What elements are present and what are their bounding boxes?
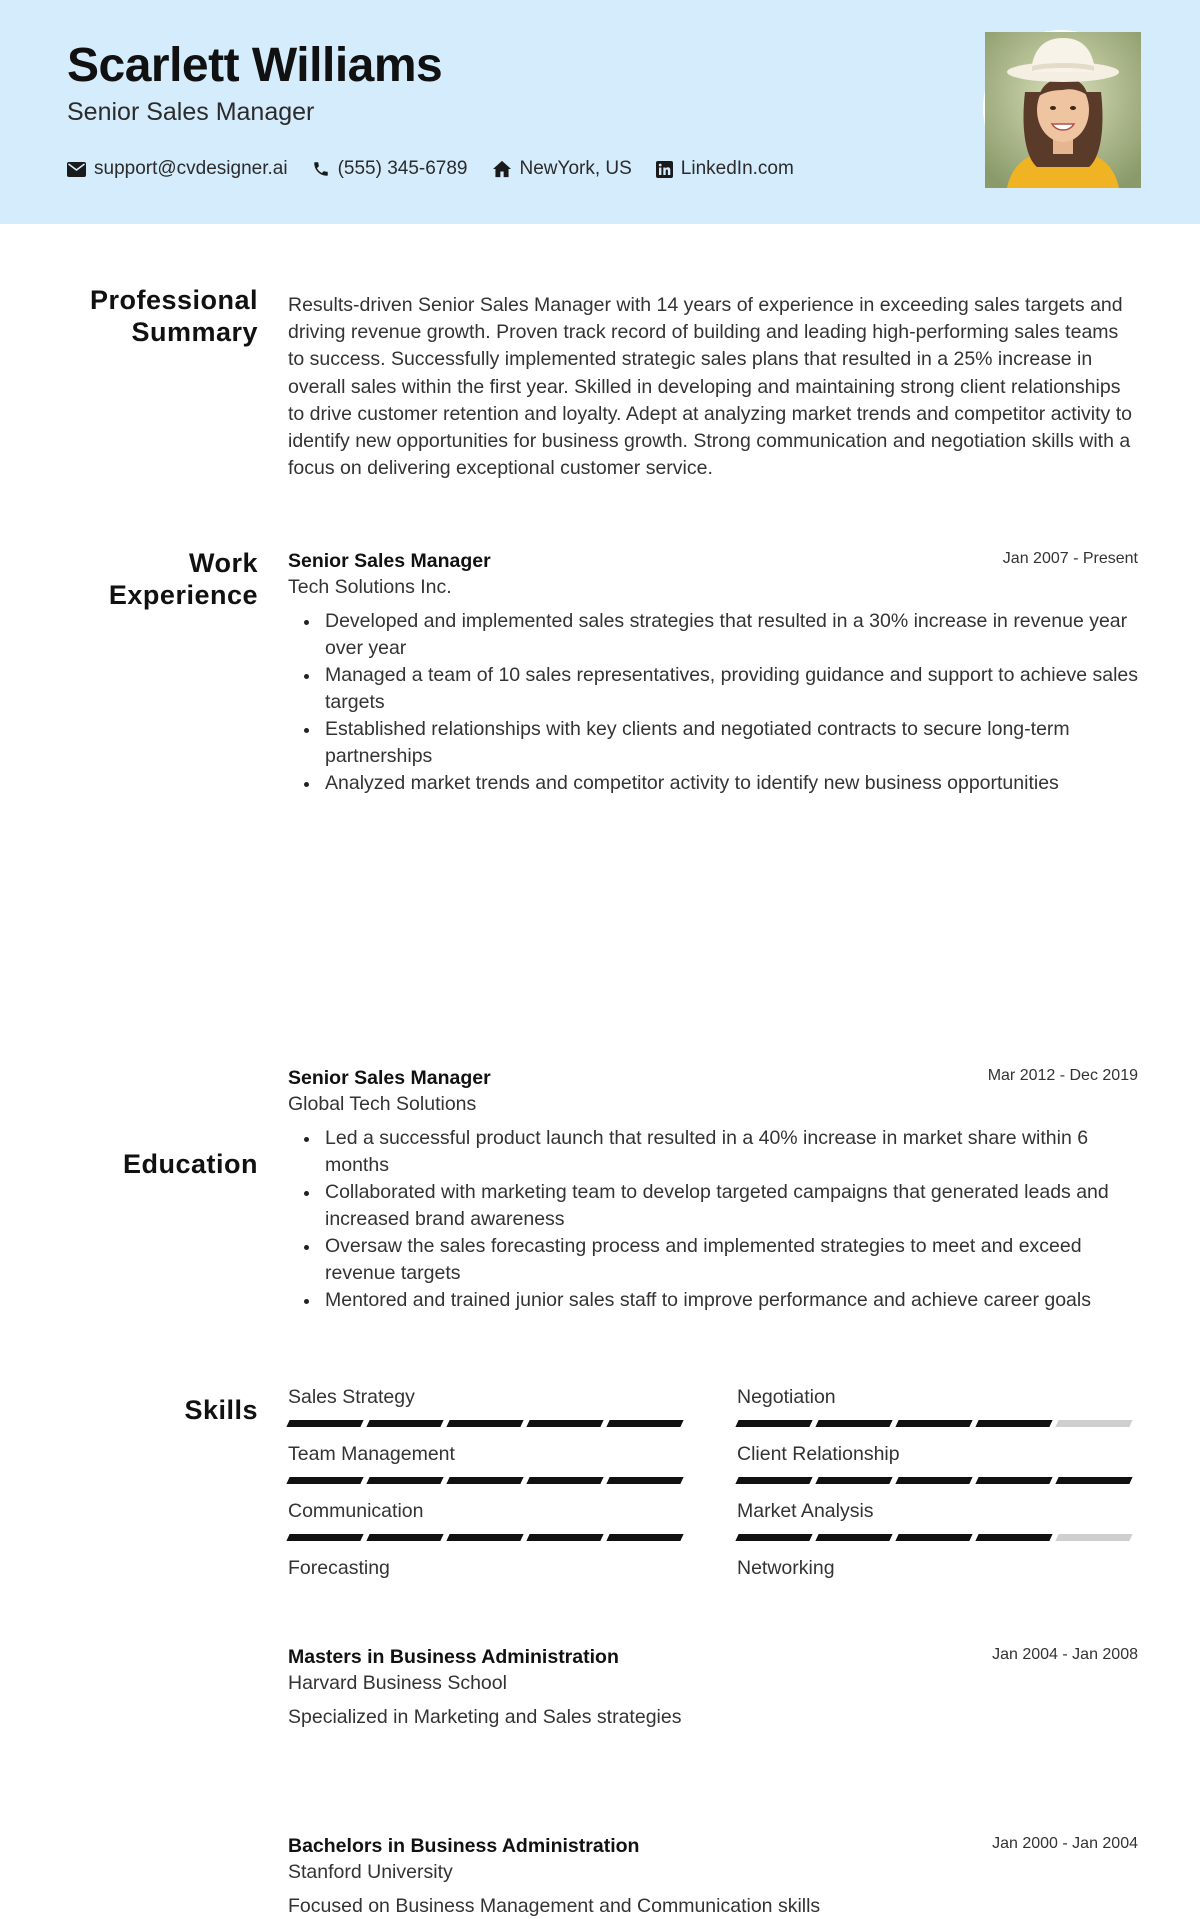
experience-heading-line2: Experience — [108, 580, 258, 610]
job-bullet: Analyzed market trends and competitor activity to identify new business opportunities — [288, 770, 1138, 797]
skill-item — [288, 1498, 688, 1541]
skill-name: Sales Strategy — [288, 1386, 415, 1408]
skills-heading: Skills — [184, 1395, 258, 1425]
skill-item — [288, 1384, 688, 1427]
job-bullet: Developed and implemented sales strategies that resulted in a 30% increase in revenue year over year — [288, 608, 1138, 662]
skill-item — [737, 1441, 1137, 1484]
skill-level-segment — [815, 1477, 892, 1484]
skill-level-bar — [288, 1534, 688, 1541]
skill-name: Team Management — [288, 1443, 455, 1465]
skill-name: Communication — [288, 1500, 424, 1522]
education-entry — [288, 1644, 1138, 1730]
contact-phone[interactable] — [312, 158, 468, 180]
education-date: Jan 2004 - Jan 2008 — [992, 1646, 1138, 1663]
skill-level-segment — [606, 1420, 683, 1427]
job-bullet: Collaborated with marketing team to develop targeted campaigns that generated leads and increased brand awareness — [288, 1179, 1138, 1233]
job-title: Senior Sales Manager — [288, 1067, 491, 1089]
education-heading: Education — [122, 1149, 258, 1179]
skill-item — [737, 1498, 1137, 1541]
skill-name: Forecasting — [288, 1557, 390, 1579]
skill-item — [737, 1555, 1137, 1581]
skill-level-segment — [606, 1477, 683, 1484]
skill-level-segment — [526, 1534, 603, 1541]
job-bullet: Managed a team of 10 sales representatives, providing guidance and support to achieve sales targets — [288, 662, 1138, 716]
summary-text: Results-driven Senior Sales Manager with 14 years of experience in exceeding sales targets and driving revenue growth. Proven track record of building and leading high-performing sales teams to success. Successfully implemented strategic sales plans that resulted in a 25% increase in overall sales within the first year. Skilled in developing and maintaining strong client relationships to drive customer retention and loyalty. Adept at analyzing market trends and competitor activity to identify new opportunities for business growth. Strong communication and negotiation skills with a focus on delivering exceptional customer service. — [288, 294, 1132, 480]
skill-level-segment — [975, 1420, 1052, 1427]
skill-name: Negotiation — [737, 1386, 836, 1408]
skill-level-segment — [606, 1534, 683, 1541]
job-company: Global Tech Solutions — [288, 1093, 477, 1115]
skill-level-segment — [735, 1477, 812, 1484]
education-entry — [288, 1833, 1138, 1919]
job-date: Mar 2012 - Dec 2019 — [987, 1067, 1138, 1084]
experience-heading — [60, 547, 258, 611]
contact-phone-text: (555) 345-6789 — [337, 158, 468, 179]
skill-level-segment — [1055, 1534, 1132, 1541]
skill-level-bar — [737, 1534, 1137, 1541]
skill-level-segment — [446, 1477, 523, 1484]
linkedin-icon — [656, 161, 673, 178]
contact-linkedin[interactable] — [656, 158, 794, 180]
skill-level-bar — [288, 1420, 688, 1427]
job-bullets — [288, 1125, 1138, 1314]
profile-photo — [983, 30, 1139, 186]
skill-name: Client Relationship — [737, 1443, 900, 1465]
job-date: Jan 2007 - Present — [1002, 550, 1138, 567]
summary-heading-line1: Professional — [89, 285, 258, 315]
phone-icon — [312, 160, 330, 178]
contact-location — [492, 158, 632, 180]
job-company: Tech Solutions Inc. — [288, 576, 452, 598]
skill-level-segment — [735, 1534, 812, 1541]
candidate-name: Scarlett Williams — [67, 39, 443, 92]
job-entry — [288, 1065, 1138, 1314]
contact-location-text: NewYork, US — [519, 158, 632, 179]
skill-level-segment — [975, 1477, 1052, 1484]
education-description: Focused on Business Management and Communication skills — [288, 1895, 821, 1917]
skill-level-segment — [286, 1477, 363, 1484]
school-name: Stanford University — [288, 1861, 453, 1883]
job-bullet: Oversaw the sales forecasting process and implemented strategies to meet and exceed revenue targets — [288, 1233, 1138, 1287]
skill-level-segment — [366, 1477, 443, 1484]
skill-level-segment — [895, 1477, 972, 1484]
resume-header — [0, 0, 1200, 224]
skill-level-segment — [975, 1534, 1052, 1541]
skill-level-segment — [446, 1420, 523, 1427]
skill-level-segment — [366, 1420, 443, 1427]
skill-level-bar — [737, 1477, 1137, 1484]
job-bullet: Established relationships with key clients and negotiated contracts to secure long-term partnerships — [288, 716, 1138, 770]
skill-level-segment — [1055, 1420, 1132, 1427]
job-title: Senior Sales Manager — [288, 550, 491, 572]
contact-email[interactable] — [67, 158, 288, 180]
job-bullet: Mentored and trained junior sales staff to improve performance and achieve career goals — [288, 1287, 1138, 1314]
degree-title: Bachelors in Business Administration — [288, 1835, 640, 1857]
school-name: Harvard Business School — [288, 1672, 507, 1694]
envelope-icon — [67, 162, 86, 177]
skill-item — [288, 1441, 688, 1484]
skill-item — [737, 1384, 1137, 1427]
summary-heading — [60, 284, 258, 348]
skill-level-segment — [286, 1420, 363, 1427]
skill-name: Market Analysis — [737, 1500, 874, 1522]
experience-heading-line1: Work — [188, 548, 258, 578]
skill-level-segment — [1055, 1477, 1132, 1484]
skill-name: Networking — [737, 1557, 835, 1579]
skill-level-bar — [737, 1420, 1137, 1427]
education-date: Jan 2000 - Jan 2004 — [992, 1835, 1138, 1852]
home-icon — [492, 160, 512, 178]
skill-level-segment — [446, 1534, 523, 1541]
skill-level-segment — [735, 1420, 812, 1427]
contact-email-text: support@cvdesigner.ai — [94, 158, 288, 179]
skill-item — [288, 1555, 688, 1581]
skill-level-bar — [288, 1477, 688, 1484]
contact-linkedin-text: LinkedIn.com — [680, 158, 794, 179]
skill-level-segment — [526, 1477, 603, 1484]
skill-level-segment — [366, 1534, 443, 1541]
education-description: Specialized in Marketing and Sales strategies — [288, 1706, 682, 1728]
job-bullet: Led a successful product launch that resulted in a 40% increase in market share within 6 months — [288, 1125, 1138, 1179]
degree-title: Masters in Business Administration — [288, 1646, 619, 1668]
skill-level-segment — [526, 1420, 603, 1427]
candidate-title: Senior Sales Manager — [67, 98, 315, 126]
summary-heading-line2: Summary — [131, 317, 258, 347]
skill-level-segment — [895, 1534, 972, 1541]
contact-row — [67, 158, 818, 180]
job-entry — [288, 548, 1138, 797]
skill-level-segment — [895, 1420, 972, 1427]
skill-level-segment — [815, 1534, 892, 1541]
job-bullets — [288, 608, 1138, 797]
skill-level-segment — [815, 1420, 892, 1427]
skill-level-segment — [286, 1534, 363, 1541]
